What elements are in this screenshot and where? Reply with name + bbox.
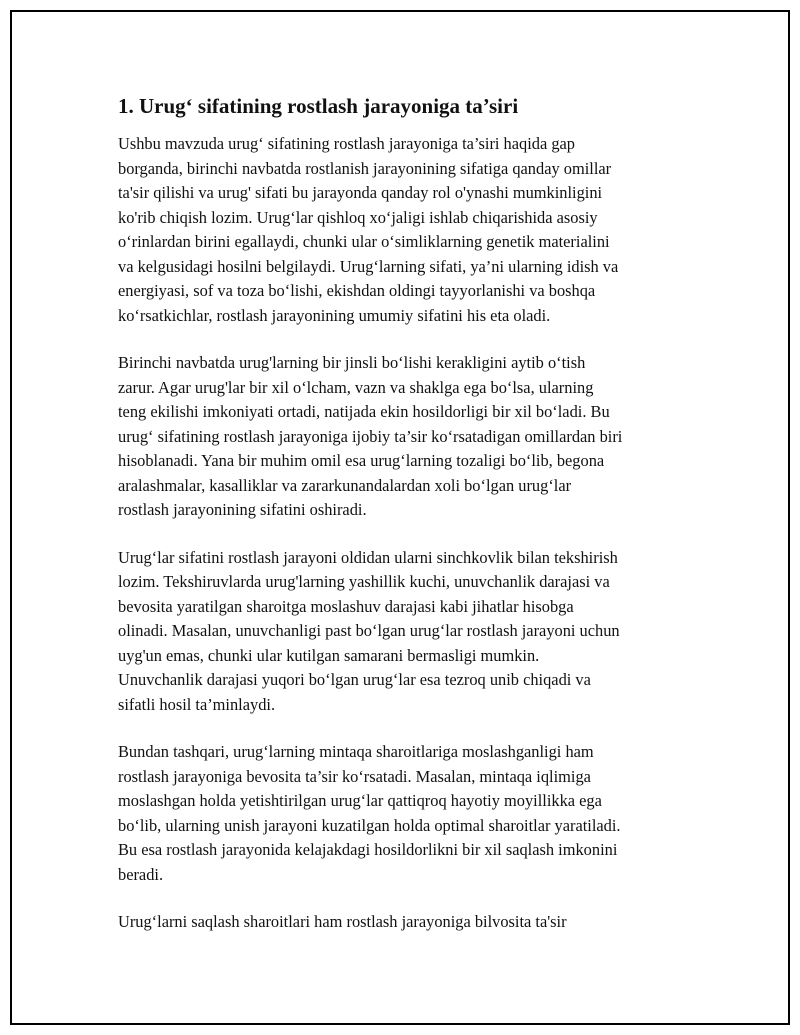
document-body — [118, 92, 688, 958]
paragraph-5: Urug‘larni saqlash sharoitlari ham rostlash jarayoniga bilvosita ta'sir — [118, 912, 567, 931]
document-title: 1. Urug‘ sifatining rostlash jarayoniga ta’siri — [118, 94, 519, 118]
paragraph-2: Birinchi navbatda urug'larning bir jinsli bo‘lishi kerakligini aytib o‘tish zarur. Agar urug'lar bir xil o‘lcham, vazn va shaklga ega bo‘lsa, ularning teng ekilishi imkoniyati ortadi, natijada ekin hosildorligi bir xil bo‘ladi. Bu urug‘ sifatining rostlash jarayoniga ijobiy ta’sir ko‘rsatadigan omillardan biri hisoblanadi. Yana bir muhim omil esa urug‘larning tozaligi bo‘lib, begona aralashmalar, kasalliklar va zararkunandalardan xoli bo‘lgan urug‘lar rostlash jarayonining sifatini oshiradi. — [118, 353, 623, 519]
paragraph-4: Bundan tashqari, urug‘larning mintaqa sharoitlariga moslashganligi ham rostlash jarayoniga bevosita ta’sir ko‘rsatadi. Masalan, mintaqa iqlimiga moslashgan holda yetishtirilgan urug‘lar qattiqroq hayotiy moyillikka ega bo‘lib, ularning unish jarayoni kuzatilgan holda optimal sharoitlar yaratiladi. Bu esa rostlash jarayonida kelajakdagi hosildorlikni bir xil saqlash imkonini beradi. — [118, 742, 621, 884]
paragraph-3: Urug‘lar sifatini rostlash jarayoni oldidan ularni sinchkovlik bilan tekshirish lozim. Tekshiruvlarda urug'larning yashillik kuchi, unuvchanlik darajasi va bevosita yaratilgan sharoitga moslashuv darajasi kabi jihatlar hisobga olinadi. Masalan, unuvchanligi past bo‘lgan urug‘lar rostlash jarayoni uchun uyg'un emas, chunki ular kutilgan samarani bermasligi mumkin. Unuvchanlik darajasi yuqori bo‘lgan urug‘lar esa tezroq unib chiqadi va sifatli hosil ta’minlaydi. — [118, 547, 620, 714]
paragraph-1: Ushbu mavzuda urug‘ sifatining rostlash jarayoniga ta’siri haqida gap borganda, birinchi navbatda rostlanish jarayonining sifatiga qanday omillar ta'sir qilishi va urug' sifati bu jarayonda qanday rol o'ynashi mumkinligini ko'rib chiqish lozim. Urug‘lar qishloq xo‘jaligi ishlab chiqarishida asosiy o‘rinlardan birini egallaydi, chunki ular o‘simliklarning genetik materialini va kelgusidagi hosilni belgilaydi. Urug‘larning sifati, ya’ni ularning idish va energiyasi, sof va toza bo‘lishi, ekishdan oldingi tayyorlanishi va boshqa ko‘rsatkichlar, rostlash jarayonining umumiy sifatini his eta oladi. — [118, 134, 619, 325]
